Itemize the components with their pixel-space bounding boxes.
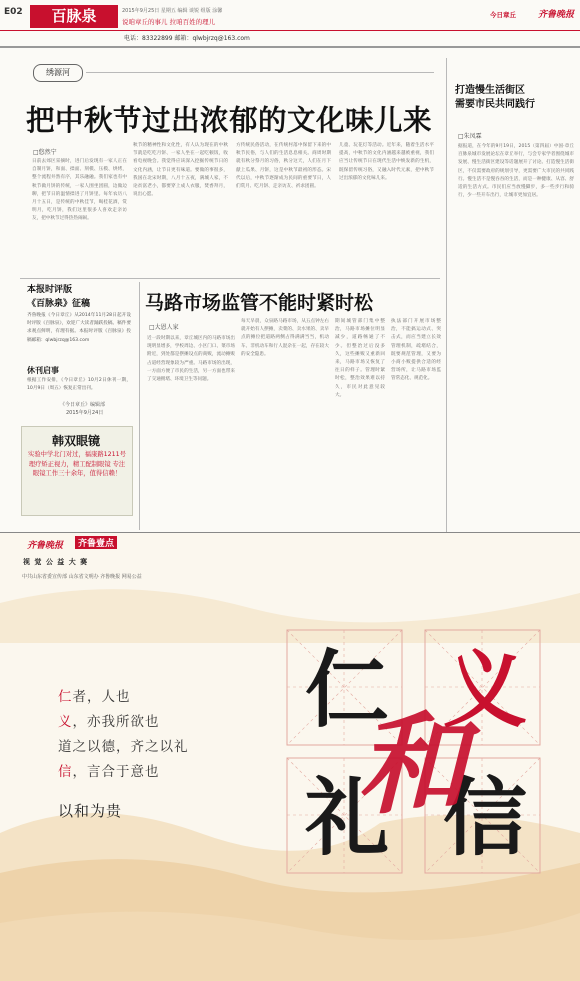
main-column-2: 秋节的精神性和文化性，有人认为现在的中秋节就是吃吃月饼、一家人坐在一起吃顿饭，收看电视晚会。我觉得应该深入挖掘传统节日的文化内涵，让节日更有味道。要做的事很多，我国在北宋时期，八月十五夜，满城人家，不论贫富老小，都要穿上成人衣服，焚香拜月，说出心愿。 (133, 143, 228, 198)
verse-3-text: 道之以德，齐之以礼 (58, 739, 189, 755)
section-slogan: 说咱章丘的事儿 拉咱百姓的理儿 (122, 18, 216, 26)
poster-logo: 齐鲁晚报 (27, 541, 64, 551)
main-column-3: 方传统民俗活动，在传统村落中保留下来的中秋节民俗，与人们的生活息息相关。商周时期就有秋分祭月的习俗，秋分这天，人们在月下献上瓜果、月饼，这是中秋节最初的形态。宋代以后，中秋节逐渐成为民间的重要节日，人们赏月、吃月饼、走亲访友、祈求团圆。 (236, 143, 331, 190)
story2-column-4: 执法部门开展市场整治，不能搞运动式、突击式，而应当建立长效管理机制，疏堵结合，既要规范管理，又要为小商小贩提供合适的经营场所，让马路市场监管常态化、规范化。 (391, 319, 441, 382)
poster-label: 视 觉 公 益 大 赛 (23, 558, 89, 566)
story2-column-3: 期间城管部门集中整治，马路市场摊位明显减少，道路畅通了不少。但整治过后没多久，这些摊贩又重新回来，马路市场又恢复了往日的样子。管理时紧时松，整治效果难以持久，市民对此意见较大。 (335, 319, 385, 398)
poster-logo-sub: 齐鲁壹点 (75, 536, 117, 549)
sidebar-divider (446, 58, 447, 532)
sidebar-body: 据报道，在今年的9月19日，2015（第四届）中国·章丘百脉泉城市发展论坛在章丘举行，与会专家学者围绕城市发展、慢生活街区建设等话题展开了讨论。打造慢生活街区，不仅需要政府的规划引导，更需要广大市民的共同践行。慢生活不是慢吞吞的生活，而是一种健康、从容、舒适的生活方式。市民们应当放慢脚步，多一些步行和骑行，少一些开车出行，让城市更加宜居。 (458, 144, 574, 199)
verse-line-3 (58, 735, 189, 755)
verse-1-text: 者，人也 (72, 689, 131, 705)
verse-line-2 (58, 710, 160, 730)
verse-4-text: ，言合于意也 (72, 764, 160, 780)
sidebar-headline (455, 84, 575, 112)
sidebar-headline-line1: 打造慢生活街区 (455, 85, 525, 96)
story2-column-1: 近一段时期以来，章丘城区内的马路市场出现明显增多，学校周边、小区门口、菜市场附近，到处都是摆摊设点的商贩，流动摊贩占道经营现象较为严重。马路市场的出现，一方面方便了市民的生活，另一方面也带来了交通拥堵、环境卫生等问题。 (147, 336, 235, 383)
verse-2-highlight: 义 (58, 714, 73, 730)
sidebar-headline-line2: 需要市民共同践行 (455, 99, 535, 110)
header-divider (0, 46, 580, 48)
char-li: 礼 (304, 768, 389, 867)
main-author: □悠然宁 (33, 149, 57, 156)
section-rule (20, 278, 440, 279)
story2-column-2: 每天早晨，众泉路马路市场，从五点钟左右就开始有人摆摊，卖菜的、卖水果的、卖早点的摊位把道路两侧占得满满当当，机动车、非机动车和行人混杂在一起，存在较大的安全隐患。 (241, 319, 329, 357)
kicker-label: 绣源河 (46, 68, 70, 77)
verse-line-4 (58, 760, 160, 780)
poster-slogan: 以和为贵 (58, 802, 123, 820)
verse-line-1 (58, 685, 131, 705)
char-xin: 信 (442, 768, 527, 867)
notice-title: 本报时评版 (27, 285, 73, 295)
char-he: 和 (357, 700, 467, 829)
notice-subtitle: 《百脉泉》征稿 (27, 299, 91, 309)
contact-info: 电话：83322899 邮箱：qlwbjrzq@163.com (124, 35, 250, 42)
holiday-notice-sign: 《今日章丘》编辑部 (60, 402, 106, 408)
sidebar-author: □朱凤霖 (458, 133, 482, 140)
masthead-logo: 齐鲁晚报 (537, 10, 574, 20)
column-divider (139, 282, 140, 530)
holiday-notice-date: 2015年9月24日 (66, 410, 104, 416)
story2-headline: 马路市场监管不能时紧时松 (145, 292, 374, 314)
kicker-badge (33, 64, 83, 82)
verse-4-highlight: 信 (58, 764, 73, 780)
kicker-line (86, 72, 434, 73)
holiday-notice-title: 休刊启事 (27, 366, 59, 375)
section-tag: 百脉泉 (30, 5, 118, 28)
holiday-notice-body: 根据工作安排，《今日章丘》10月2日休刊一期，10月9日（周五）恢复正常出刊。 (27, 378, 131, 392)
verse-1-highlight: 仁 (58, 689, 73, 705)
poster-credit: 中共山东省委宣传部 山东省文明办 齐鲁晚报 网易公益 (22, 574, 142, 580)
main-column-1: 日前去郊区采摘时，进门后发现有一家人正在自制月饼，和面、揉面、刻模、压模、烘烤，整个流程井然有序，其乐融融。我们家也有中秋节做月饼的传统，一家人围坐团圆，边做边聊，把节日的温情揉进了月饼里。每年农历八月十五日，是传统的中秋佳节，喝桂花酒，赏明月，吃月饼，我们这里很多人喜欢走亲访友，把中秋节过得热热闹闹。 (32, 159, 127, 222)
glasses-ad-body: 实验中学北门对过，福康路1211号 理疗矫正视力，精工配制眼镜 专注眼镜工作三十余年，值得信赖！ (28, 451, 126, 478)
verse-2-text: ，亦我所欲也 (72, 714, 160, 730)
issue-date: 2015年9月25日 星期五 编辑 谈锐 组版 涂馨 (122, 8, 223, 14)
char-yi: 义 (442, 640, 527, 739)
main-column-4: 儿童、玩花灯等活动。近年来，随着生活水平提高，中秋节的文化内涵越来越被重视，我们应当让传统节日在现代生活中焕发新的生机，既保留传统习俗，又融入时代元素，把中秋节过出浓郁的文化味儿来。 (339, 143, 434, 181)
notice-body: 齐鲁晚报《今日章丘》从2014年11月28日起开设时评版《百脉泉》，欢迎广大读者踊跃投稿。稿件要求观点鲜明，有理有据。本报时评版《百脉泉》投稿邮箱：qlwbjrzq@163.com (27, 313, 131, 343)
page-number: E02 (4, 7, 23, 17)
char-ren: 仁 (304, 640, 389, 739)
main-headline: 把中秋节过出浓郁的文化味儿来 (26, 104, 433, 137)
story2-author: □大恩人家 (149, 324, 179, 331)
glasses-ad-title: 韩双眼镜 (51, 434, 100, 448)
header-rule (0, 30, 580, 31)
edition-name: 今日章丘 (490, 11, 516, 19)
